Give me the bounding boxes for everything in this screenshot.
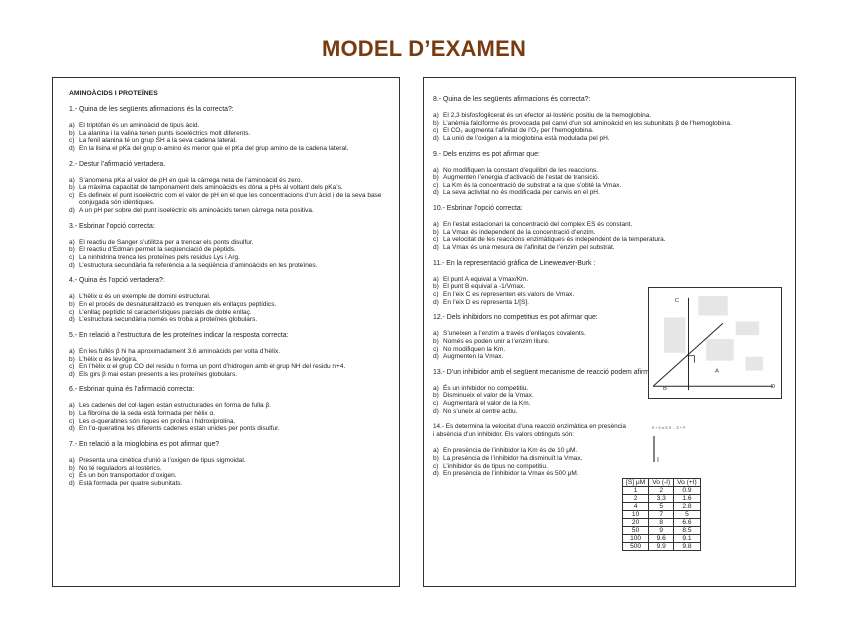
table-row [623, 519, 701, 527]
answer-option [69, 316, 389, 324]
option-letter: b) [433, 228, 439, 236]
option-text: La presència de l’inhibidor ha disminuït la Vmax. [443, 455, 583, 463]
option-text: A un pH per sobre del punt isoelèctric els aminoàcids tenen càrrega neta positiva. [79, 207, 314, 215]
left-questions [69, 106, 389, 488]
option-letter: a) [433, 275, 439, 283]
option-letter: c) [69, 191, 75, 199]
option-letter: a) [69, 402, 75, 410]
question-text: 6.- Esbrinar quina és l’afirmació correcta: [69, 386, 195, 394]
option-text: Augmenten la Vmax. [443, 353, 504, 361]
answer-option [69, 137, 389, 145]
answer-option [433, 189, 785, 197]
table-cell: 2 [623, 495, 649, 503]
answer-option [69, 177, 389, 185]
option-text: En presència de l’inhibidor la Km és de 10 μM. [443, 447, 578, 455]
option-letter: a) [433, 166, 439, 174]
option-text: Presenta una cinètica d’unió a l’oxigen de tipus sigmoidal. [79, 456, 246, 464]
answer-option [433, 299, 633, 307]
option-letter: c) [433, 400, 439, 408]
option-text: El punt A equival a Vmax/Km. [443, 275, 529, 283]
label-b: B [662, 386, 667, 393]
answer-option [69, 457, 389, 465]
answer-options [69, 293, 389, 324]
option-text: Els girs β mai estan presents a les proteïnes globulars. [79, 370, 238, 378]
table-cell: 500 [623, 543, 649, 551]
answer-option [69, 293, 389, 301]
table-cell: 0.9 [674, 487, 701, 495]
answer-option [433, 392, 633, 400]
answer-option [69, 410, 389, 418]
option-letter: a) [69, 176, 75, 184]
answer-option [433, 135, 785, 143]
graph-shade [736, 321, 760, 335]
answer-option [433, 283, 633, 291]
answer-option [433, 330, 633, 338]
option-text: La velocitat de les reaccions enzimàtiques és independent de la temperatura. [443, 236, 666, 244]
table-cell: 8.5 [674, 527, 701, 535]
option-text: No té reguladors al·lostèrics. [79, 464, 162, 472]
answer-option [433, 167, 785, 175]
answer-option [69, 207, 389, 215]
option-letter: c) [433, 127, 439, 135]
option-text: En la lisina el pKa del grup α-amino és menor que el pKa del grup amino de la cadena lateral. [79, 144, 349, 152]
answer-option [433, 221, 785, 229]
reaction-scheme [650, 424, 770, 474]
answer-option [433, 385, 633, 393]
option-letter: c) [433, 236, 439, 244]
option-letter: c) [69, 363, 75, 371]
answer-options [69, 239, 389, 270]
option-text: Augmenten l’energia d’activació de l’estat de transició. [443, 174, 600, 182]
option-letter: b) [69, 184, 75, 192]
option-letter: d) [433, 244, 439, 252]
option-letter: d) [69, 261, 75, 269]
answer-option [69, 122, 389, 130]
option-text: S’uneixen a l’enzim a través d’enllaços covalents. [443, 330, 586, 338]
answer-option [69, 239, 389, 247]
option-text: La ninhidrina trenca les proteïnes pels residus Lys i Arg. [79, 254, 240, 262]
table-row [623, 543, 701, 551]
answer-options [433, 167, 785, 198]
graph-shade [745, 357, 763, 371]
option-text: L’estructura secundària fa referència a la seqüència d’aminoàcids en les proteïnes. [79, 261, 318, 269]
option-letter: d) [69, 425, 75, 433]
answer-option [433, 353, 633, 361]
option-letter: c) [69, 417, 75, 425]
answer-option [433, 182, 785, 190]
option-text: La unió de l’oxigen a la mioglobina està modulada pel pH. [443, 134, 610, 142]
table-body [623, 487, 701, 551]
option-text: És un inhibidor no competitiu. [443, 384, 529, 392]
question-text: 4.- Quina és l’opció vertadera?: [69, 277, 165, 285]
answer-option [433, 455, 633, 463]
answer-option [69, 480, 389, 488]
option-letter: a) [433, 447, 439, 455]
table-cell: 9.6 [649, 535, 674, 543]
option-text: La seva activitat no és modificada per canvis en el pH. [443, 189, 600, 197]
option-text: La Vmax és independent de la concentració d’enzim. [443, 228, 596, 236]
option-letter: a) [69, 121, 75, 129]
table-cell: 9.8 [674, 543, 701, 551]
answer-option [69, 254, 389, 262]
option-letter: b) [69, 410, 75, 418]
option-text: En les fullés β hi ha aproximadament 3.6 aminoàcids per volta d’hèlix. [79, 347, 281, 355]
question-text: 1.- Quina de les següents afirmacions és la correcta?: [69, 106, 234, 113]
question-text: 10.- Esbrinar l’opció correcta: [433, 205, 523, 213]
option-letter: b) [69, 355, 75, 363]
option-letter: b) [433, 455, 439, 463]
answer-options [69, 122, 389, 153]
option-text: La màxima capacitat de tamponament dels aminoàcids es dóna a pHs al voltant dels pKa’s. [79, 184, 343, 192]
page-title: MODEL D’EXAMEN [321, 36, 527, 61]
option-text: El reactiu de Sanger s’utilitza per a trencar els ponts disulfur. [79, 238, 254, 246]
table-cell: 5 [649, 503, 674, 511]
option-text: Només es poden unir a l’enzim lliure. [443, 337, 550, 345]
option-letter: b) [69, 464, 75, 472]
option-text: Augmentarà el valor de la Km. [443, 400, 531, 408]
option-letter: d) [433, 189, 439, 197]
option-text: La alanina i la valina tenen punts isoelèctrics molt diferents. [79, 129, 251, 137]
table-header: Vo (-I) [649, 479, 674, 487]
answer-options [433, 276, 633, 307]
option-text: El reactiu d’Edman permet la seqüenciació de pèptids. [79, 246, 236, 254]
option-text: El triptòfan és un aminoàcid de tipus àcid. [79, 121, 200, 129]
table-cell: 7 [649, 511, 674, 519]
question-text: 3.- Esbrinar l’opció correcta: [69, 222, 155, 230]
scheme-i-mark: I [657, 457, 659, 464]
answer-option [433, 174, 785, 182]
question-text: 5.- En relació a l’estructura de les proteïnes indicar la resposta correcta: [69, 331, 289, 339]
option-text: En l’estat estacionari la concentració del complex ES és constant. [443, 221, 633, 229]
option-text: No modifiquen la constant d’equilibri de les reaccions. [443, 166, 599, 174]
option-letter: c) [69, 254, 75, 262]
option-letter: b) [69, 246, 75, 254]
question-text: 11.- En la representació gràfica de Lineweaver-Burk : [433, 259, 596, 267]
option-letter: a) [433, 221, 439, 229]
table-row [623, 495, 701, 503]
answer-option [69, 371, 389, 379]
option-text: En l’eix C es representen els valors de Vmax. [443, 290, 575, 298]
option-text: El 2,3 bisfosfoglicerat és un efector al·lostèric positiu de la hemoglobina. [443, 111, 652, 119]
table-cell: 9.1 [674, 535, 701, 543]
table-row [623, 511, 701, 519]
answer-option [433, 229, 785, 237]
answer-option [69, 246, 389, 254]
option-text: La fibroïna de la seda està formada per hèlix α. [79, 410, 216, 418]
option-letter: d) [433, 134, 439, 142]
option-text: La fenil alanina té un grup SH a la seva cadena lateral. [79, 137, 237, 145]
lineweaver-burk-graph [648, 287, 782, 399]
option-letter: d) [69, 316, 75, 324]
left-column [52, 77, 400, 587]
option-letter: d) [69, 479, 75, 487]
option-text: En l’α-queratina les diferents cadenes estan unides per ponts disulfur. [79, 425, 280, 433]
option-text: L’anèmia falciforme és provocada pel canvi d’un sol aminoàcid en les subunitats β de l’hemoglobina. [443, 119, 732, 127]
table-cell: 20 [623, 519, 649, 527]
answer-option [69, 363, 389, 371]
option-letter: b) [433, 283, 439, 291]
option-text: No s’uneix al centre actiu. [443, 407, 518, 415]
option-letter: a) [433, 111, 439, 119]
table-cell: 1 [623, 487, 649, 495]
answer-options [433, 447, 633, 478]
option-letter: c) [433, 345, 439, 353]
option-letter: c) [69, 472, 75, 480]
question-text: 14.- Es determina la velocitat d’una reacció enzimàtica en presència i absència d’un inhibidor. Els valors obtinguts són: [433, 423, 626, 439]
option-text: El punt B equival a -1/Vmax. [443, 283, 526, 291]
answer-option [69, 184, 389, 192]
option-text: Disminueix el valor de la Vmax. [443, 392, 534, 400]
option-letter: c) [433, 290, 439, 298]
answer-option [69, 348, 389, 356]
option-letter: a) [69, 347, 75, 355]
option-text: És un bon transportador d’oxigen. [79, 472, 177, 480]
label-c: C [674, 297, 679, 304]
answer-option [69, 301, 389, 309]
option-text: En el procés de desnaturalització es trenquen els enllaços peptídics. [79, 300, 277, 308]
option-text: En l’eix D es representa 1/[S]. [443, 298, 529, 306]
answer-option [69, 402, 389, 410]
answer-option [433, 470, 633, 478]
answer-option [433, 463, 633, 471]
table-cell: 9.9 [649, 543, 674, 551]
answer-option [433, 346, 633, 354]
option-text: Les cadenes del col·lagen estan estructurades en forma de fulla β. [79, 402, 271, 410]
answer-options [69, 457, 389, 488]
table-cell: 9 [649, 527, 674, 535]
answer-options [69, 348, 389, 379]
option-letter: d) [433, 470, 439, 478]
option-letter: c) [433, 462, 439, 470]
option-letter: d) [69, 207, 75, 215]
option-text: L’enllaç peptídic té característiques parcials de doble enllaç. [79, 308, 252, 316]
table-cell: 100 [623, 535, 649, 543]
option-text: El CO₂ augmenta l’afinitat de l’O₂ per l’hemoglobina. [443, 127, 594, 135]
option-text: No modifiquen la Km. [443, 345, 506, 353]
option-text: L’hèlix α és levògira. [79, 355, 138, 363]
answer-option [433, 127, 785, 135]
answer-option [433, 120, 785, 128]
graph-shade [698, 296, 727, 316]
answer-option [433, 338, 633, 346]
answer-options [433, 112, 785, 143]
table-row [623, 535, 701, 543]
question-text: 12.- Dels inhibidors no competitius es pot afirmar que: [433, 314, 598, 322]
option-letter: b) [433, 119, 439, 127]
table-cell: 6.6 [674, 519, 701, 527]
label-d: D [770, 384, 776, 391]
option-text: L’hèlix α és un exemple de domini estructural. [79, 293, 211, 301]
graph-shade [664, 317, 686, 352]
answer-options [433, 330, 633, 361]
option-letter: c) [69, 137, 75, 145]
answer-option [69, 309, 389, 317]
answer-options [69, 402, 389, 433]
option-letter: a) [69, 456, 75, 464]
option-letter: c) [433, 181, 439, 189]
table-row [623, 527, 701, 535]
table-cell: 2 [649, 487, 674, 495]
option-text: Es defineix el punt isoelèctric com el valor de pH en el que les concentracions d’un àcid i de la seva base conjugada són idèntiques. [79, 191, 382, 207]
option-letter: d) [69, 370, 75, 378]
answer-option [433, 112, 785, 120]
question-text: 9.- Dels enzims es pot afirmar que: [433, 150, 540, 158]
table-cell: 8 [649, 519, 674, 527]
answer-option [433, 291, 633, 299]
answer-option [433, 408, 633, 416]
option-letter: a) [69, 238, 75, 246]
answer-options [433, 385, 633, 416]
option-letter: a) [69, 293, 75, 301]
option-letter: b) [433, 337, 439, 345]
answer-option [69, 262, 389, 270]
table-header: Vo (+I) [674, 479, 701, 487]
kinetics-table [622, 478, 701, 551]
option-letter: b) [69, 300, 75, 308]
graph-shade [706, 339, 734, 361]
option-text: La Km és la concentració de substrat a la que s’obté la Vmax. [443, 181, 622, 189]
option-text: En presència de l’inhibidor la Vmax és 500 μM. [443, 470, 579, 478]
option-letter: b) [433, 174, 439, 182]
answer-option [69, 425, 389, 433]
option-text: Està formada per quatre subunitats. [79, 479, 183, 487]
answer-options [69, 177, 389, 215]
answer-option [433, 276, 633, 284]
question-text: 7.- En relació a la mioglobina es pot afirmar que? [69, 441, 220, 449]
answer-option [69, 145, 389, 153]
label-a: A [715, 368, 719, 375]
table-row [623, 503, 701, 511]
table-cell: 2.8 [674, 503, 701, 511]
option-text: La Vmax és una mesura de l’afinitat de l’enzim pel substrat. [443, 244, 615, 252]
option-letter: b) [433, 392, 439, 400]
option-letter: a) [433, 330, 439, 338]
table-cell: 1.6 [674, 495, 701, 503]
answer-option [69, 356, 389, 364]
answer-option [433, 236, 785, 244]
question-text: 13.- D’un inhibidor amb el següent mecanisme de reacció podem afirmar que: [433, 368, 671, 376]
option-letter: a) [433, 384, 439, 392]
option-letter: d) [433, 407, 439, 415]
table-row [623, 487, 701, 495]
answer-option [433, 244, 785, 252]
table-cell: 50 [623, 527, 649, 535]
option-text: L’estructura secundària només es troba a proteïnes globulars. [79, 316, 258, 324]
answer-option [69, 472, 389, 480]
answer-option [433, 400, 633, 408]
answer-option [69, 418, 389, 426]
table-cell: 5 [674, 511, 701, 519]
option-letter: c) [69, 308, 75, 316]
answer-option [69, 192, 389, 207]
scheme-text: E + S ⇌ E S → E + P [652, 426, 686, 430]
option-text: En l’hèlix α el grup CO del residu n forma un pont d’hidrogen amb el grup NH del residu n+4. [79, 363, 346, 371]
answer-option [69, 130, 389, 138]
table-cell: 10 [623, 511, 649, 519]
answer-option [433, 447, 633, 455]
question-text: 2.- Destur l’afirmació vertadera. [69, 160, 166, 168]
option-text: L’inhibidor és de tipus no competitiu. [443, 462, 548, 470]
option-letter: b) [69, 129, 75, 137]
option-text: S’anomena pKa al valor de pH en què la càrrega neta de l’aminoàcid és zero. [79, 176, 303, 184]
table-header: [S] μM [623, 479, 649, 487]
question-text: 8.- Quina de les següents afirmacions és correcta?: [433, 96, 591, 103]
table-cell: 4 [623, 503, 649, 511]
option-letter: d) [433, 298, 439, 306]
option-letter: d) [69, 144, 75, 152]
section-title: AMINOÀCIDS I PROTEÏNES [69, 90, 158, 97]
table-cell: 3.3 [649, 495, 674, 503]
answer-options [433, 221, 785, 252]
option-letter: d) [433, 353, 439, 361]
option-text: Les α-queratines són riques en prolina i hidroxiprolina. [79, 417, 236, 425]
